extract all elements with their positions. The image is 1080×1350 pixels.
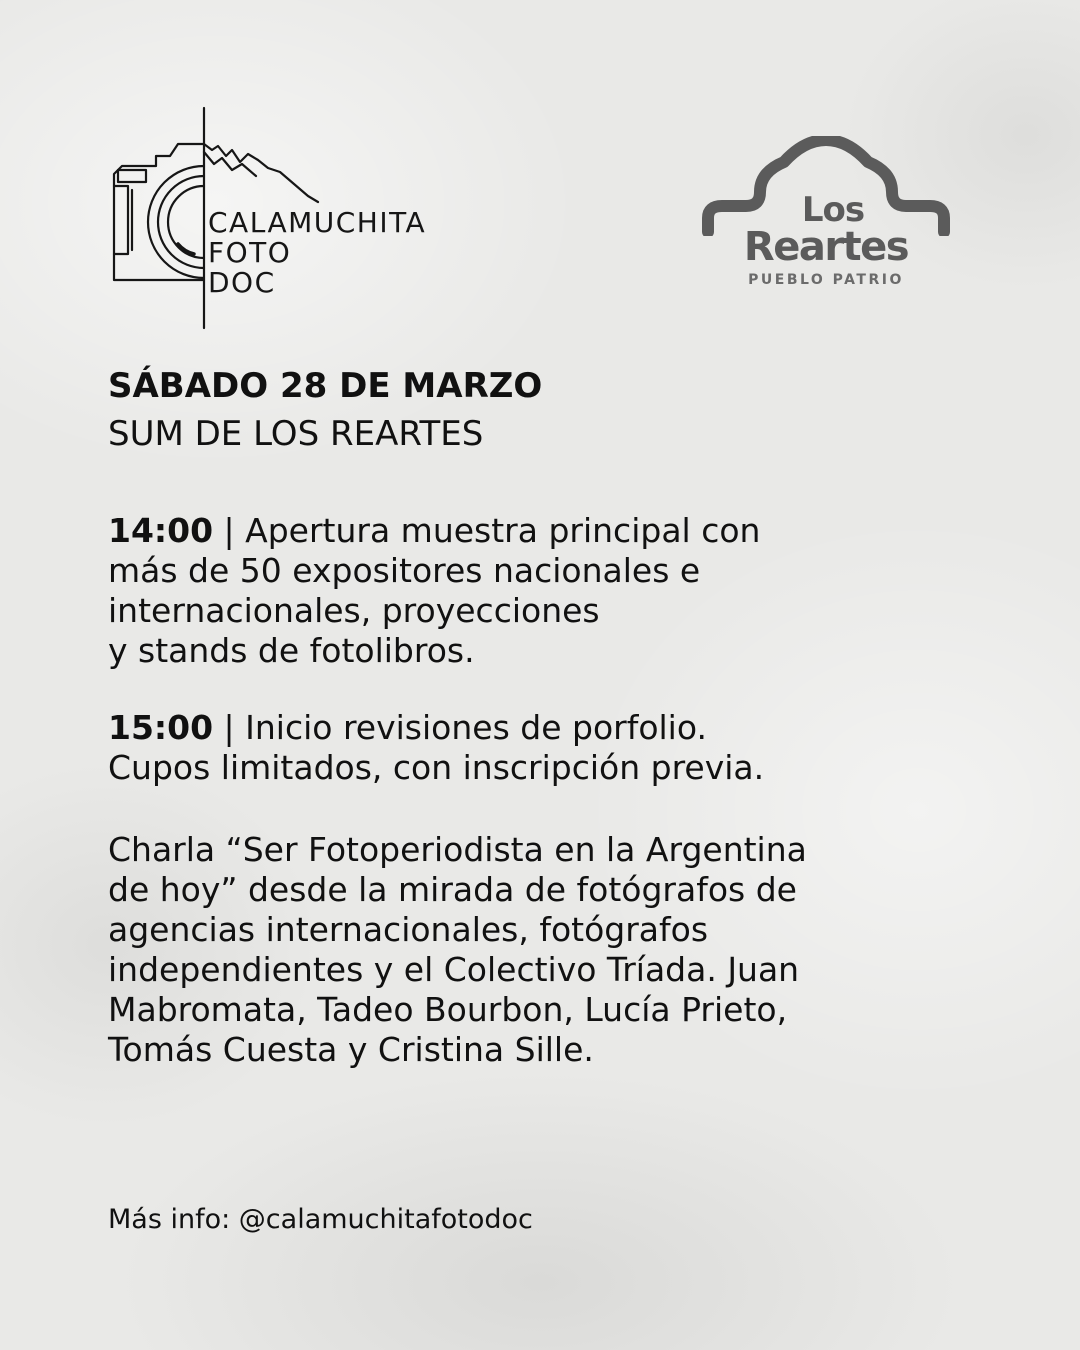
talk-description	[108, 830, 1008, 1070]
talk-line: Mabromata, Tadeo Bourbon, Lucía Prieto,	[108, 990, 788, 1029]
schedule-text: más de 50 expositores nacionales e	[108, 551, 701, 590]
schedule-item-1400	[108, 511, 1008, 671]
talk-line: Charla “Ser Fotoperiodista en la Argentina	[108, 830, 807, 869]
schedule-separator: |	[213, 708, 246, 747]
logo-left-wordmark	[208, 208, 426, 298]
logo-right-los: Los	[801, 190, 865, 230]
schedule-time: 14:00	[108, 511, 214, 550]
schedule-separator: |	[213, 511, 246, 550]
schedule-text: internacionales, proyecciones	[108, 591, 600, 630]
talk-line: Tomás Cuesta y Cristina Sille.	[108, 1030, 594, 1069]
event-venue: SUM DE LOS REARTES	[108, 414, 484, 454]
schedule-text: y stands de fotolibros.	[108, 631, 475, 670]
schedule-line	[108, 708, 1008, 748]
event-date: SÁBADO 28 DE MARZO	[108, 366, 543, 406]
calamuchita-foto-doc-logo	[108, 104, 468, 334]
schedule-text: Apertura muestra principal con	[245, 511, 761, 550]
logo-left-line-1: CALAMUCHITA	[208, 206, 427, 239]
logo-right-tagline: PUEBLO PATRIO	[748, 272, 904, 288]
los-reartes-logo	[700, 136, 952, 292]
schedule-item-1500	[108, 708, 1008, 788]
schedule-text: Cupos limitados, con inscripción previa.	[108, 748, 765, 787]
schedule-line	[108, 511, 1008, 551]
logo-left-line-2: FOTO	[208, 236, 292, 269]
talk-line: de hoy” desde la mirada de fotógrafos de	[108, 870, 797, 909]
schedule-time: 15:00	[108, 708, 214, 747]
talk-line: independientes y el Colectivo Tríada. Juan	[108, 950, 800, 989]
schedule-text: Inicio revisiones de porfolio.	[245, 708, 707, 747]
more-info-handle: Más info: @calamuchitafotodoc	[108, 1204, 533, 1235]
logo-left-line-3: DOC	[208, 266, 276, 299]
talk-line: agencias internacionales, fotógrafos	[108, 910, 709, 949]
logo-right-reartes: Reartes	[743, 224, 909, 270]
